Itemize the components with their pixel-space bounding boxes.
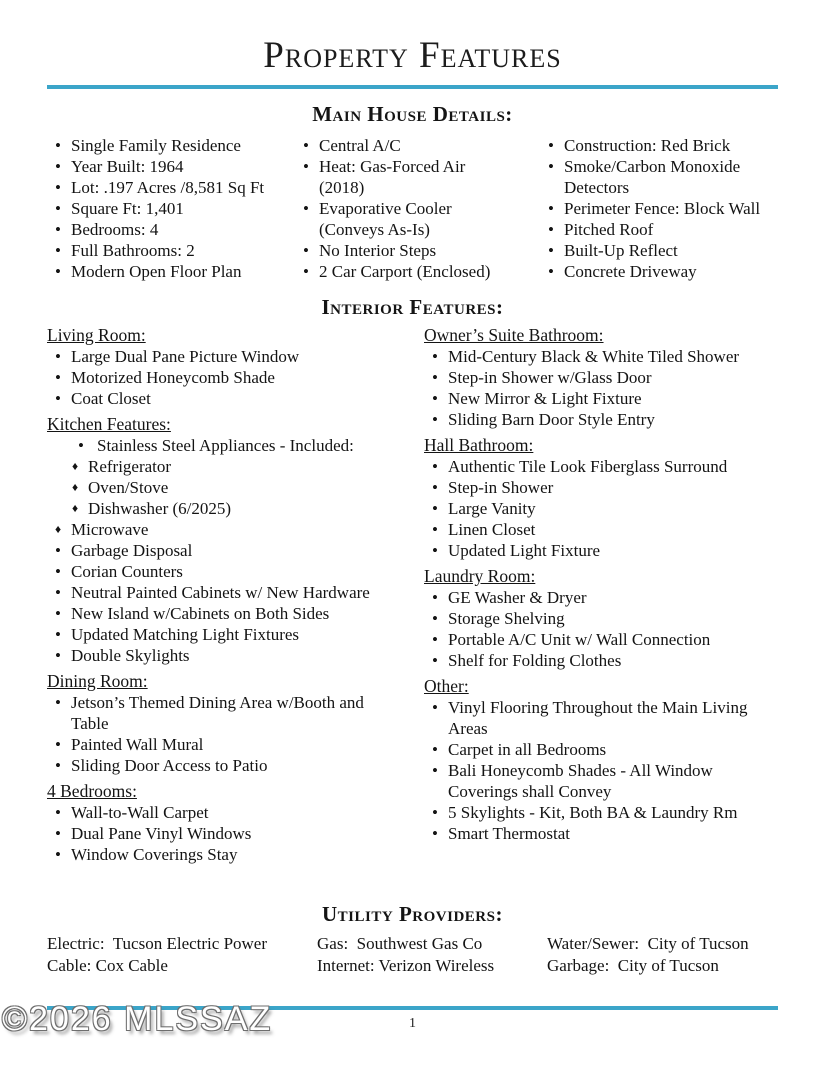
disc-bullet-icon: • (432, 499, 438, 518)
disc-bullet-icon: • (55, 178, 61, 197)
bullet-text: Square Ft: 1,401 (71, 199, 184, 218)
bullet-text: Construction: Red Brick (564, 136, 731, 155)
disc-bullet-icon: • (55, 646, 61, 665)
bullet-item (47, 561, 393, 582)
subsection-heading: Dining Room: (47, 671, 148, 691)
disc-bullet-icon: • (55, 583, 61, 602)
disc-bullet-icon: • (55, 735, 61, 754)
bullet-text: Large Vanity (448, 499, 536, 518)
disc-bullet-icon: • (303, 241, 309, 260)
bullet-item (47, 755, 393, 776)
bullet-item (424, 540, 778, 561)
disc-bullet-icon: • (55, 368, 61, 387)
bullet-item (47, 823, 393, 844)
bullet-text: Dual Pane Vinyl Windows (71, 824, 252, 843)
subsection-heading: Kitchen Features: (47, 414, 171, 434)
utility-line: Electric: Tucson Electric Power (47, 934, 268, 953)
main-house-heading: Main House Details: (312, 102, 513, 126)
disc-bullet-icon: • (432, 541, 438, 560)
bullet-text: New Mirror & Light Fixture (448, 389, 642, 408)
bullet-item (295, 240, 512, 261)
bullet-text: Bali Honeycomb Shades - All Window Coverings shall Convey (448, 761, 713, 801)
disc-bullet-icon: • (432, 803, 438, 822)
main-house-columns (0, 135, 825, 282)
bullet-text: Jetson’s Themed Dining Area w/Booth and Table (71, 693, 364, 733)
bullet-text: Updated Light Fixture (448, 541, 601, 560)
disc-bullet-icon: • (432, 651, 438, 670)
disc-bullet-icon: • (303, 262, 309, 281)
disc-bullet-icon: • (55, 562, 61, 581)
bullet-item (295, 261, 512, 282)
bullet-text: Coat Closet (71, 389, 151, 408)
bullet-item (540, 156, 778, 198)
disc-bullet-icon: • (432, 824, 438, 843)
bullet-text: Neutral Painted Cabinets w/ New Hardware (71, 583, 370, 602)
utility-column-2 (317, 933, 547, 976)
bullet-item (47, 435, 393, 456)
bullet-text: Heat: Gas-Forced Air (2018) (319, 157, 466, 197)
bullet-item (47, 135, 295, 156)
bullet-text: Large Dual Pane Picture Window (71, 347, 300, 366)
disc-bullet-icon: • (78, 436, 84, 455)
bullet-text: Smoke/Carbon Monoxide Detectors (564, 157, 741, 197)
disc-bullet-icon: • (432, 389, 438, 408)
bullet-item (47, 346, 393, 367)
bullet-text: Authentic Tile Look Fiberglass Surround (448, 457, 728, 476)
disc-bullet-icon: • (55, 262, 61, 281)
bullet-item (47, 844, 393, 865)
bullet-item (540, 198, 778, 219)
disc-bullet-icon: • (432, 588, 438, 607)
bullet-text: Evaporative Cooler (Conveys As-Is) (319, 199, 452, 239)
bullet-item (47, 456, 393, 477)
bullet-item (424, 739, 778, 760)
interior-left-column (47, 324, 393, 865)
bullet-text: Microwave (71, 520, 149, 539)
bullet-text: Year Built: 1964 (71, 157, 184, 176)
mls-watermark: ©2026 MLSSAZ (2, 1000, 273, 1038)
bullet-item (540, 240, 778, 261)
bullet-item (47, 624, 393, 645)
disc-bullet-icon: • (432, 478, 438, 497)
bullet-text: Window Coverings Stay (71, 845, 238, 864)
bullet-item (424, 409, 778, 430)
disc-bullet-icon: • (432, 347, 438, 366)
bullet-text: Double Skylights (71, 646, 190, 665)
disc-bullet-icon: • (55, 803, 61, 822)
bullet-text: Bedrooms: 4 (71, 220, 159, 239)
bullet-item (47, 603, 393, 624)
disc-bullet-icon: • (55, 693, 61, 712)
bullet-item (540, 261, 778, 282)
disc-bullet-icon: • (432, 740, 438, 759)
bullet-text: Modern Open Floor Plan (71, 262, 242, 281)
subsection-heading: Owner’s Suite Bathroom: (424, 325, 604, 345)
bullet-text: Central A/C (319, 136, 401, 155)
subsection-heading: Laundry Room: (424, 566, 536, 586)
disc-bullet-icon: • (55, 604, 61, 623)
utility-column-3 (547, 933, 778, 976)
bullet-text: Oven/Stove (88, 478, 169, 497)
bullet-text: Storage Shelving (448, 609, 565, 628)
disc-bullet-icon: • (432, 410, 438, 429)
bullet-text: Pitched Roof (564, 220, 654, 239)
bullet-text: Linen Closet (448, 520, 536, 539)
utility-column-1 (47, 933, 317, 976)
disc-bullet-icon: • (432, 520, 438, 539)
disc-bullet-icon: • (548, 262, 554, 281)
disc-bullet-icon: • (432, 761, 438, 780)
bullet-text: Step-in Shower w/Glass Door (448, 368, 652, 387)
disc-bullet-icon: • (55, 220, 61, 239)
bullet-item (47, 219, 295, 240)
diamond-bullet-icon: ♦ (72, 480, 79, 494)
disc-bullet-icon: • (55, 756, 61, 775)
bullet-item (424, 519, 778, 540)
bullet-text: Sliding Door Access to Patio (71, 756, 268, 775)
disc-bullet-icon: • (432, 457, 438, 476)
disc-bullet-icon: • (55, 157, 61, 176)
bullet-item (424, 608, 778, 629)
bullet-item (47, 734, 393, 755)
interior-features-columns (0, 324, 825, 865)
utility-line: Water/Sewer: City of Tucson (547, 934, 749, 953)
utility-line: Cable: Cox Cable (47, 955, 168, 975)
bullet-item (540, 219, 778, 240)
bullet-item (295, 198, 512, 240)
bullet-item (47, 498, 393, 519)
disc-bullet-icon: • (55, 347, 61, 366)
bullet-text: New Island w/Cabinets on Both Sides (71, 604, 330, 623)
subsection-heading: 4 Bedrooms: (47, 781, 137, 801)
disc-bullet-icon: • (55, 241, 61, 260)
bullet-item (47, 156, 295, 177)
bullet-item (295, 156, 512, 198)
bullet-text: Garbage Disposal (71, 541, 193, 560)
bullet-text: Shelf for Folding Clothes (448, 651, 622, 670)
bullet-item (424, 388, 778, 409)
main-house-column-1 (47, 135, 295, 282)
bullet-item (424, 760, 778, 802)
bullet-item (47, 240, 295, 261)
disc-bullet-icon: • (55, 541, 61, 560)
bullet-item (47, 477, 393, 498)
disc-bullet-icon: • (548, 220, 554, 239)
page-number: 1 (409, 1016, 416, 1031)
bullet-item (47, 645, 393, 666)
utility-providers-heading: Utility Providers: (322, 902, 503, 926)
bullet-item (424, 697, 778, 739)
main-house-column-3 (540, 135, 778, 282)
subsection-heading: Other: (424, 676, 469, 696)
bullet-text: Portable A/C Unit w/ Wall Connection (448, 630, 711, 649)
disc-bullet-icon: • (548, 241, 554, 260)
page-title: Property Features (263, 35, 562, 76)
disc-bullet-icon: • (548, 157, 554, 176)
bullet-item (424, 498, 778, 519)
bullet-text: Vinyl Flooring Throughout the Main Living Areas (448, 698, 748, 738)
bullet-item (424, 629, 778, 650)
disc-bullet-icon: • (432, 609, 438, 628)
bullet-text: Dishwasher (6/2025) (88, 499, 232, 518)
bullet-item (47, 388, 393, 409)
disc-bullet-icon: • (303, 136, 309, 155)
utility-line: Internet: Verizon Wireless (317, 955, 495, 975)
interior-right-column (424, 324, 778, 844)
disc-bullet-icon: • (55, 824, 61, 843)
disc-bullet-icon: • (548, 199, 554, 218)
bullet-item (47, 692, 393, 734)
disc-bullet-icon: • (303, 157, 309, 176)
bullet-text: Concrete Driveway (564, 262, 697, 281)
bullet-text: Carpet in all Bedrooms (448, 740, 607, 759)
utility-providers-columns (0, 933, 825, 976)
diamond-bullet-icon: ♦ (72, 501, 79, 515)
disc-bullet-icon: • (55, 389, 61, 408)
diamond-bullet-icon: ♦ (55, 522, 62, 536)
bullet-item (47, 540, 393, 561)
bullet-item (424, 346, 778, 367)
bullet-text: Single Family Residence (71, 136, 241, 155)
bullet-item (424, 802, 778, 823)
bullet-item (424, 456, 778, 477)
bullet-item (47, 582, 393, 603)
disc-bullet-icon: • (548, 136, 554, 155)
bullet-item (424, 587, 778, 608)
main-house-column-2 (295, 135, 540, 282)
bullet-text: Stainless Steel Appliances - Included: (97, 436, 354, 455)
bullet-text: Mid-Century Black & White Tiled Shower (448, 347, 740, 366)
disc-bullet-icon: • (55, 845, 61, 864)
bullet-text: Built-Up Reflect (564, 241, 678, 260)
subsection-heading: Living Room: (47, 325, 146, 345)
bullet-item (424, 477, 778, 498)
subsection-heading: Hall Bathroom: (424, 435, 534, 455)
bullet-text: Wall-to-Wall Carpet (71, 803, 209, 822)
bullet-text: Motorized Honeycomb Shade (71, 368, 275, 387)
disc-bullet-icon: • (432, 368, 438, 387)
bullet-item (424, 367, 778, 388)
bullet-item (47, 802, 393, 823)
interior-features-heading: Interior Features: (321, 295, 504, 319)
diamond-bullet-icon: ♦ (72, 459, 79, 473)
bullet-item (47, 519, 393, 540)
bullet-item (47, 367, 393, 388)
disc-bullet-icon: • (303, 199, 309, 218)
bullet-text: Sliding Barn Door Style Entry (448, 410, 655, 429)
disc-bullet-icon: • (55, 199, 61, 218)
utility-line: Gas: Southwest Gas Co (317, 934, 483, 953)
top-divider (47, 85, 778, 89)
bullet-text: Smart Thermostat (448, 824, 570, 843)
bullet-text: Refrigerator (88, 457, 172, 476)
bullet-item (295, 135, 512, 156)
bullet-text: Updated Matching Light Fixtures (71, 625, 300, 644)
bullet-item (47, 261, 295, 282)
bullet-item (47, 177, 295, 198)
bullet-item (424, 823, 778, 844)
bullet-text: Full Bathrooms: 2 (71, 241, 195, 260)
bullet-text: Corian Counters (71, 562, 183, 581)
bullet-text: 2 Car Carport (Enclosed) (319, 262, 491, 281)
bullet-text: No Interior Steps (319, 241, 437, 260)
disc-bullet-icon: • (55, 136, 61, 155)
bullet-text: Perimeter Fence: Block Wall (564, 199, 761, 218)
bullet-text: 5 Skylights - Kit, Both BA & Laundry Rm (448, 803, 738, 822)
bullet-item (47, 198, 295, 219)
bullet-text: Painted Wall Mural (71, 735, 204, 754)
bullet-text: GE Washer & Dryer (448, 588, 587, 607)
utility-line: Garbage: City of Tucson (547, 955, 719, 975)
disc-bullet-icon: • (432, 698, 438, 717)
bullet-item (424, 650, 778, 671)
bullet-item (540, 135, 778, 156)
disc-bullet-icon: • (432, 630, 438, 649)
bullet-text: Lot: .197 Acres /8,581 Sq Ft (71, 178, 265, 197)
bullet-text: Step-in Shower (448, 478, 554, 497)
disc-bullet-icon: • (55, 625, 61, 644)
